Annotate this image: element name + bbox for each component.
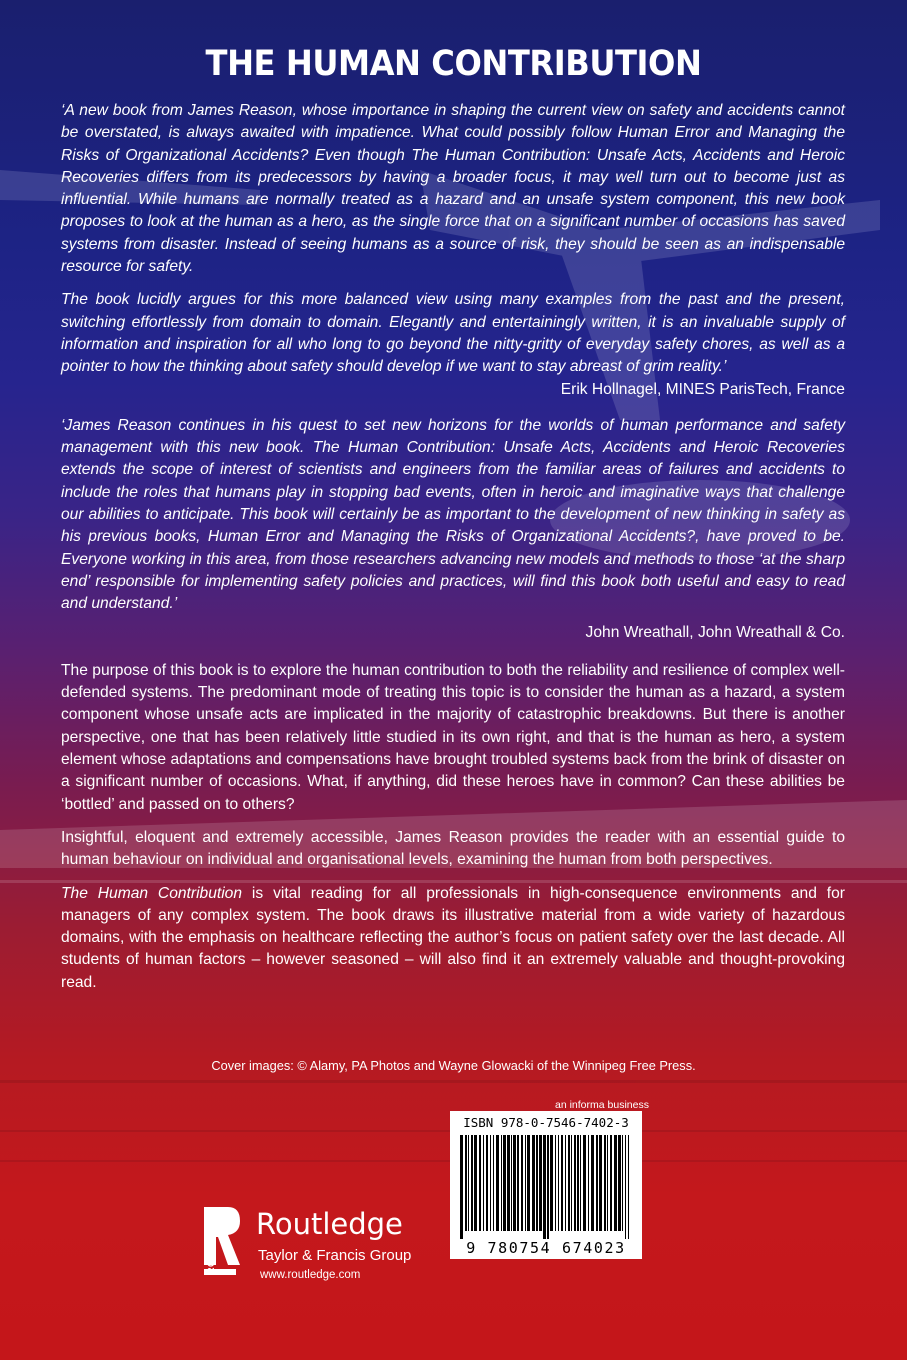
book-title: THE HUMAN CONTRIBUTION bbox=[205, 44, 702, 84]
barcode-bar bbox=[580, 1135, 581, 1231]
barcode-bar bbox=[577, 1135, 579, 1231]
insightful-paragraph: Insightful, eloquent and extremely accessible, James Reason provides the reader with an essential guide to human behaviour on individual and organisational levels, examining the human from both perspectives. bbox=[61, 828, 845, 869]
review-quote-1 bbox=[61, 100, 845, 278]
barcode-bar bbox=[471, 1135, 473, 1231]
barcode-bar bbox=[568, 1135, 570, 1231]
barcode-bar bbox=[628, 1135, 629, 1239]
barcode-bar bbox=[583, 1135, 586, 1231]
barcode-bar bbox=[565, 1135, 566, 1231]
review-quote-1-text: ‘A new book from James Reason, whose importance in shaping the current view on safety and accidents cannot be overstated, is always awaited with impatience. What could possibly follow Human Error and Managing the Risks of Organizational Accidents? Even though The Human Contribution: Unsafe Acts, Accidents and Heroic Recoveries differs from its predecessors by having a broader focus, it may well turn out to become just as influential. While humans are normally treated as a hazard and an unsafe system component, this new book proposes to look at the human as a hero, as the single force that on a significant number of occasions has saved systems from disaster. Instead of seeing humans as a source of risk, they should be seen as an indispensable resource for safety. bbox=[61, 102, 845, 276]
barcode-bar bbox=[460, 1135, 463, 1239]
barcode-bar bbox=[479, 1135, 481, 1231]
barcode-bar bbox=[571, 1135, 572, 1231]
barcode-bar bbox=[532, 1135, 535, 1231]
barcode-bar bbox=[599, 1135, 602, 1231]
review-quote-2-text: ‘James Reason continues in his quest to set new horizons for the worlds of human performance and safety management with this new book. The Human Contribution: Unsafe Acts, Accidents and Heroic Recoveries extends the scope of interest of scientists and engineers from the familiar areas of failures and accidents to include the roles that humans play in stopping bad events, often in heroic and imaginative ways that challenge our abilities to anticipate. This book will certainly be as important to the development of new thinking in safety as his previous books, Human Error and Managing the Risks of Organizational Accidents?, have proved to be. Everyone working in this area, from those researchers advancing new models and methods to those ‘at the sharp end’ responsible for implementing safety policies and practices, will find this book both useful and easy to read and understand.’ bbox=[61, 416, 845, 613]
publisher-url: www.routledge.com bbox=[260, 1269, 361, 1281]
barcode-bar bbox=[513, 1135, 516, 1231]
barcode-bars bbox=[456, 1135, 636, 1239]
barcode-bar bbox=[493, 1135, 494, 1231]
barcode-bar bbox=[550, 1135, 553, 1231]
back-cover-text bbox=[61, 100, 845, 1005]
barcode-bar bbox=[607, 1135, 608, 1231]
barcode-bar bbox=[558, 1135, 559, 1231]
barcode-bar bbox=[501, 1135, 502, 1231]
review-attribution-2: John Wreathall, John Wreathall & Co. bbox=[585, 623, 845, 641]
isbn-label: ISBN 978-0-7546-7402-3 bbox=[463, 1115, 629, 1130]
barcode-bar bbox=[596, 1135, 598, 1231]
barcode-bar bbox=[521, 1135, 523, 1231]
barcode-bar bbox=[465, 1135, 467, 1231]
barcode-bar bbox=[614, 1135, 617, 1231]
barcode-bar bbox=[588, 1135, 589, 1231]
barcode-bar bbox=[604, 1135, 606, 1231]
barcode-bar bbox=[543, 1135, 546, 1239]
routledge-logo bbox=[198, 1203, 458, 1293]
review-quote-1b-text: The book lucidly argues for this more balanced view using many examples from the past and the present, switching effortlessly from domain to domain. Elegantly and entertainingly written, it is an invaluable supply of information and inspiration for all who long to go beyond the nitty-gritty of everyday safety chores, as well as a pointer to how the thinking about safety should develop if we want to stay abreast of grim reality.’ bbox=[61, 291, 845, 376]
routledge-r-icon bbox=[198, 1203, 242, 1283]
barcode-bar bbox=[474, 1135, 477, 1231]
review-quote-2 bbox=[61, 415, 845, 644]
barcode-bar bbox=[507, 1135, 510, 1231]
barcode-bar bbox=[622, 1135, 623, 1231]
informa-business-label: an informa business bbox=[555, 1099, 649, 1111]
barcode-bar bbox=[625, 1135, 626, 1239]
barcode-bar bbox=[618, 1135, 621, 1231]
purpose-paragraph: The purpose of this book is to explore the human contribution to both the reliability and resilience of complex well-defended systems. The predominant mode of treating this topic is to consider the human as a hazard, a system component whose unsafe acts are implicated in the majority of catastrophic breakdowns. But there is another perspective, one that has been relatively little studied in its own right, and that is the human as hero, a system element whose adaptations and compensations have brought troubled systems back from the brink of disaster on a significant number of occasions. What, if anything, did these heroes have in common? Can these abilities be ‘bottled’ and passed on to others? bbox=[61, 661, 845, 813]
review-attribution-1: Erik Hollnagel, MINES ParisTech, France bbox=[560, 380, 845, 398]
publisher-group: Taylor & Francis Group bbox=[258, 1247, 412, 1264]
barcode-bar bbox=[503, 1135, 506, 1231]
vital-reading-paragraph bbox=[61, 883, 845, 994]
vital-reading-book-title: The Human Contribution bbox=[61, 884, 243, 902]
barcode-bar bbox=[511, 1135, 512, 1231]
barcode-bar bbox=[527, 1135, 530, 1231]
barcode-bar bbox=[468, 1135, 469, 1231]
isbn-barcode bbox=[450, 1111, 642, 1259]
barcode-bar bbox=[525, 1135, 526, 1231]
cover-image-credits: Cover images: © Alamy, PA Photos and Wayne Glowacki of the Winnipeg Free Press. bbox=[211, 1058, 696, 1073]
review-quote-1-continued bbox=[61, 289, 845, 400]
barcode-bar bbox=[483, 1135, 484, 1231]
barcode-bar bbox=[496, 1135, 499, 1231]
barcode-bar bbox=[517, 1135, 519, 1231]
barcode-bar bbox=[561, 1135, 563, 1231]
barcode-bar bbox=[610, 1135, 612, 1231]
barcode-bar bbox=[555, 1135, 556, 1231]
barcode-bar bbox=[547, 1135, 549, 1239]
barcode-bar bbox=[536, 1135, 538, 1231]
barcode-digits: 9 780754 674023 bbox=[466, 1239, 626, 1257]
vital-reading-text: is vital reading for all professionals in high-consequence environments and for managers of any complex system. The book draws its illustrative material from a wide variety of hazardous domains, with the emphasis on healthcare reflecting the author’s focus on patient safety over the last decade. All students of human factors – however seasoned – will also find it an extremely valuable and thought-provoking read. bbox=[61, 884, 845, 991]
barcode-bar bbox=[486, 1135, 488, 1231]
barcode-bar bbox=[574, 1135, 576, 1231]
publisher-name: Routledge bbox=[256, 1207, 403, 1241]
barcode-bar bbox=[490, 1135, 491, 1231]
barcode-bar bbox=[539, 1135, 542, 1231]
barcode-bar bbox=[591, 1135, 594, 1231]
routledge-side-text: ROUTLEDGE bbox=[206, 1213, 216, 1275]
